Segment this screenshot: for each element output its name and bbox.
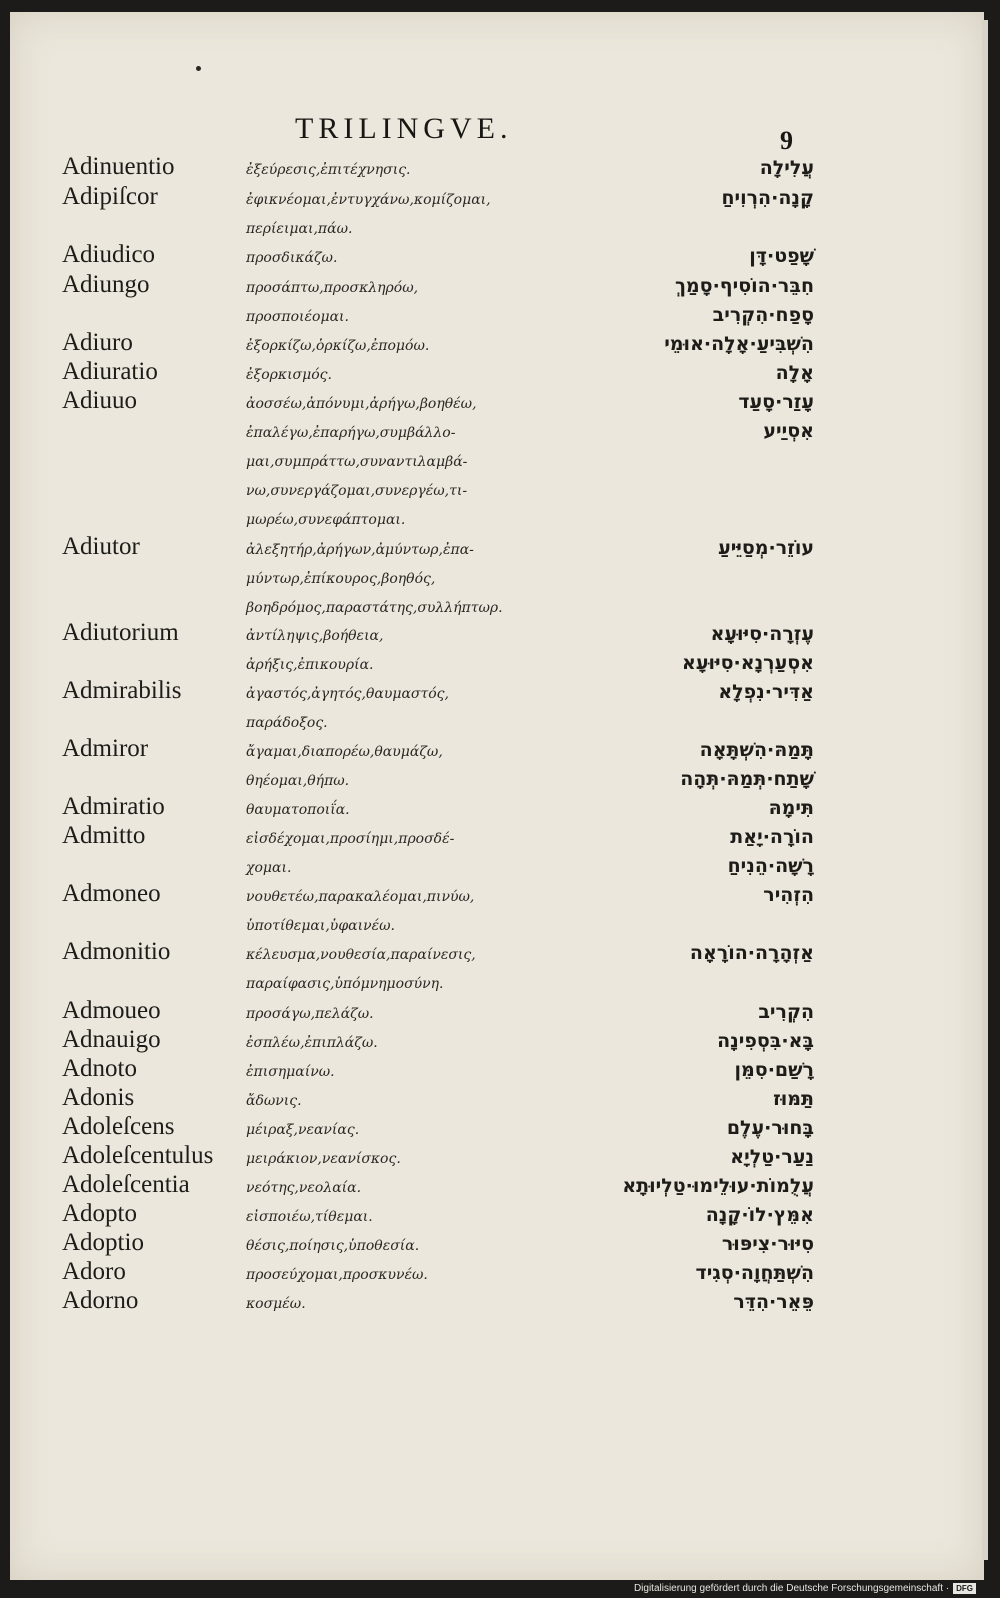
- greek-equivalent: προσδικάζω.: [246, 250, 338, 266]
- hebrew-equivalent: בָּא·בִּסְפִינָה: [717, 1030, 814, 1052]
- hebrew-equivalent: עֶזְרָה·סִיּוּעָא אִסְעַרְנָא·סִיּוּעָא: [682, 623, 814, 674]
- latin-headword: Admonitio: [62, 938, 171, 965]
- greek-equivalent: προσεύχομαι,προσκυνέω.: [246, 1267, 428, 1283]
- hebrew-equivalent: הִזְהִיר: [763, 884, 814, 906]
- page-number: 9: [780, 126, 793, 155]
- hebrew-equivalent: בָּחוּר·עֶלֶם: [726, 1117, 814, 1139]
- greek-equivalent: ἐφικνέομαι,ἐντυγχάνω,κομίζομαι, περίειμαι,πάω.: [246, 192, 491, 237]
- latin-headword: Adorno: [62, 1287, 139, 1314]
- digitization-credit: [634, 1583, 976, 1594]
- greek-equivalent: θαυματοποιΐα.: [246, 802, 350, 818]
- hebrew-equivalent: תִּימָהּ: [768, 797, 814, 819]
- hebrew-equivalent: רָשַׁם·סִמֵּן: [734, 1059, 814, 1081]
- hebrew-equivalent: נַעַר·טַלְיָא: [730, 1146, 814, 1168]
- hebrew-equivalent: אָלָה: [775, 362, 814, 384]
- greek-equivalent: μειράκιον,νεανίσκος.: [246, 1151, 401, 1167]
- greek-equivalent: ἀγαστός,ἀγητός,θαυμαστός, παράδοξος.: [246, 686, 449, 731]
- latin-headword: Adoleſcentia: [62, 1171, 190, 1198]
- greek-equivalent: θέσις,ποίησις,ὑποθεσία.: [246, 1238, 420, 1254]
- hebrew-equivalent: פֵּאֵר·הִדֵּר: [733, 1291, 814, 1313]
- hebrew-equivalent: שָׁפַט·דָּן: [749, 245, 814, 267]
- greek-equivalent: κέλευσμα,νουθεσία,παραίνεσις, παραίφασις,ὑπόμνημοσύνη.: [246, 947, 476, 992]
- hebrew-equivalent: הִשְׁתַּחֲוָה·סְגִיד: [695, 1262, 814, 1284]
- latin-headword: Admirabilis: [62, 677, 182, 704]
- page-edge: [982, 20, 988, 1560]
- greek-equivalent: νουθετέω,παρακαλέομαι,πινύω, ὑποτίθεμαι,ὑφαινέω.: [246, 889, 475, 934]
- hebrew-equivalent: הִקְרִיב: [758, 1001, 814, 1023]
- greek-equivalent: εἰσδέχομαι,προσίημι,προσδέ- χομαι.: [246, 831, 455, 876]
- latin-headword: Adonis: [62, 1084, 135, 1111]
- greek-equivalent: ἐπισημαίνω.: [246, 1064, 335, 1080]
- greek-equivalent: νεότης,νεολαία.: [246, 1180, 362, 1196]
- latin-headword: Adipiſcor: [62, 183, 158, 210]
- hebrew-equivalent: הִשְׁבִּיעַ·אָלָה·אוּמֵי: [664, 333, 814, 355]
- latin-headword: Adiutor: [62, 533, 140, 560]
- greek-equivalent: προσάγω,πελάζω.: [246, 1006, 374, 1022]
- hebrew-equivalent: חִבֵּר·הוֹסִיף·סָמַךְ סָפַח·הִקְרִיב: [674, 275, 814, 326]
- greek-equivalent: ἀλεξητήρ,ἀρήγων,ἀμύντωρ,ἐπα- μύντωρ,ἐπίκουρος,βοηθός, βοηδρόμος,παραστάτης,συλλήπτωρ.: [246, 542, 503, 616]
- latin-headword: Adnoto: [62, 1055, 137, 1082]
- dfg-logo: DFG: [953, 1583, 976, 1594]
- greek-equivalent: μέιραξ,νεανίας.: [246, 1122, 360, 1138]
- latin-headword: Adnauigo: [62, 1026, 161, 1053]
- latin-headword: Adiuro: [62, 329, 133, 356]
- latin-headword: Admiratio: [62, 793, 165, 820]
- latin-headword: Adoptio: [62, 1229, 144, 1256]
- latin-headword: Adiuuo: [62, 387, 137, 414]
- greek-equivalent: κοσμέω.: [246, 1296, 306, 1312]
- ink-dot: [196, 66, 201, 71]
- hebrew-equivalent: אַזְהָרָה·הוֹרָאָה: [689, 942, 814, 964]
- book-page: [10, 12, 984, 1580]
- greek-equivalent: εἰσποιέω,τίθεμαι.: [246, 1209, 373, 1225]
- greek-equivalent: ἄδωνις.: [246, 1093, 302, 1109]
- hebrew-equivalent: עוֹזֵר·מְסַיֵּיעַ: [718, 537, 814, 559]
- latin-headword: Admoneo: [62, 880, 161, 907]
- greek-equivalent: ἄγαμαι,διαπορέω,θαυμάζω, θηέομαι,θήπω.: [246, 744, 443, 789]
- greek-equivalent: προσάπτω,προσκληρόω, προσποιέομαι.: [246, 280, 419, 325]
- greek-equivalent: ἐξορκίζω,ὁρκίζω,ἐπομόω.: [246, 338, 430, 354]
- hebrew-equivalent: אִמֵּץ·לוֹ·קָנָה: [705, 1204, 814, 1226]
- latin-headword: Adiungo: [62, 271, 150, 298]
- hebrew-equivalent: סִיּוּר·צִיפּוּר: [721, 1233, 814, 1255]
- greek-equivalent: ἀοσσέω,ἀπόνυμι,ἀρήγω,βοηθέω, ἐπαλέγω,ἐπαρήγω,συμβάλλο- μαι,συμπράττω,συναντιλαμβά- νω,συνεργάζομαι,συνεργέω,τι- μωρέω,συνεφάπτομαι.: [246, 396, 477, 528]
- hebrew-equivalent: עֲלִילָה: [759, 157, 814, 179]
- greek-equivalent: ἀντίληψις,βοήθεια, ἀρήξις,ἐπικουρία.: [246, 628, 384, 673]
- hebrew-equivalent: הוֹרָה·יָאַת רָשָׁה·הֵנִיחַ: [727, 826, 814, 877]
- greek-equivalent: ἐσπλέω,ἐπιπλάζω.: [246, 1035, 378, 1051]
- latin-headword: Adoleſcentulus: [62, 1142, 214, 1169]
- hebrew-equivalent: אַדִּיר·נִפְלָא: [718, 681, 814, 703]
- latin-headword: Adinuentio: [62, 153, 175, 180]
- hebrew-equivalent: תָּמַהּ·הִשְׁתָּאָה שָׁתַח·תְּמַהּ·תְּהָה: [680, 739, 814, 790]
- latin-headword: Adiudico: [62, 241, 156, 268]
- running-head: TRILINGVE.: [295, 112, 513, 145]
- latin-headword: Adoleſcens: [62, 1113, 175, 1140]
- greek-equivalent: ἐξορκισμός.: [246, 367, 332, 383]
- greek-equivalent: ἐξεύρεσις,ἐπιτέχνησις.: [246, 162, 411, 178]
- latin-headword: Adiutorium: [62, 619, 179, 646]
- latin-headword: Admitto: [62, 822, 146, 849]
- latin-headword: Adopto: [62, 1200, 137, 1227]
- hebrew-equivalent: עָזַר·סָעַד אִסְיַיע: [738, 391, 814, 442]
- hebrew-equivalent: עֲלֻמוֹת·עוּלֵימוּ·טַלְיוּתָא: [622, 1175, 814, 1197]
- latin-headword: Adoro: [62, 1258, 126, 1285]
- latin-headword: Adiuratio: [62, 358, 158, 385]
- hebrew-equivalent: תַּמּוּז: [773, 1088, 814, 1110]
- credit-text: Digitalisierung gefördert durch die Deutsche Forschungsgemeinschaft ·: [633, 1583, 950, 1594]
- latin-headword: Admoueo: [62, 997, 161, 1024]
- hebrew-equivalent: קָנָה·הִרְוִיחַ: [721, 187, 814, 209]
- latin-headword: Admiror: [62, 735, 149, 762]
